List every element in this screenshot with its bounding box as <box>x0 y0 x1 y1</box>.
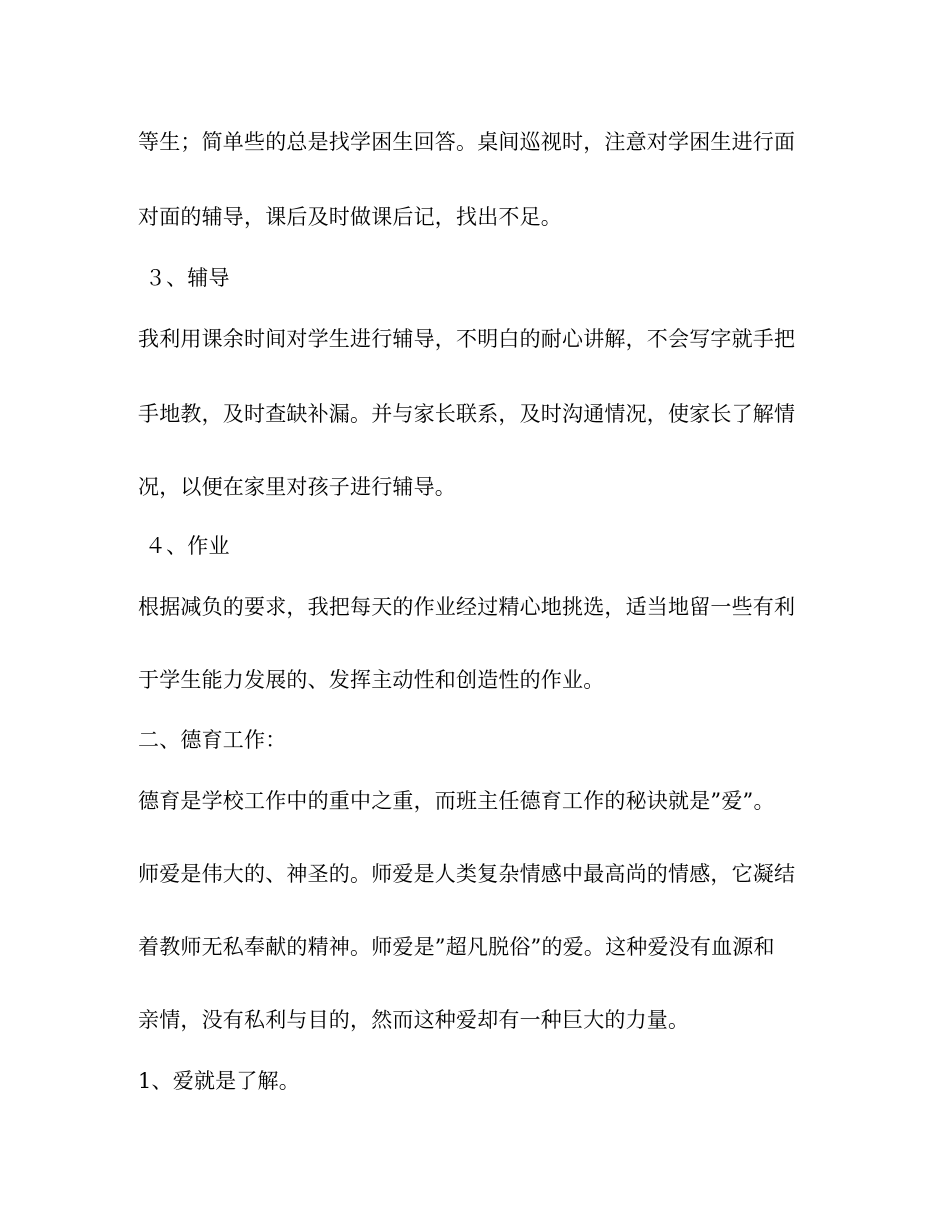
text-line: 况，以便在家里对孩子进行辅导。 <box>138 475 456 499</box>
text-line: 对面的辅导，课后及时做课后记，找出不足。 <box>138 205 562 229</box>
text-line: 等生；简单些的总是找学困生回答。桌间巡视时，注意对学困生进行面 <box>138 130 796 154</box>
section-heading: ４、作业 <box>138 534 230 558</box>
section-heading: 1、爱就是了解。 <box>138 1069 300 1093</box>
text-line: 我利用课余时间对学生进行辅导，不明白的耐心讲解，不会写字就手把 <box>138 327 796 351</box>
text-line: 于学生能力发展的、发挥主动性和创造性的作业。 <box>138 668 605 692</box>
text-line: 根据减负的要求，我把每天的作业经过精心地挑选，适当地留一些有利 <box>138 595 796 619</box>
text-line: 德育是学校工作中的重中之重，而班主任德育工作的秘诀就是”爱”。 <box>138 789 775 813</box>
text-line: 师爱是伟大的、神圣的。师爱是人类复杂情感中最高尚的情感，它凝结 <box>138 862 796 886</box>
text-line: 手地教，及时查缺补漏。并与家长联系，及时沟通情况，使家长了解情 <box>138 402 796 426</box>
section-heading: ３、辅导 <box>138 266 230 290</box>
text-line: 着教师无私奉献的精神。师爱是”超凡脱俗”的爱。这种爱没有血源和 <box>138 935 775 959</box>
section-heading: 二、德育工作： <box>138 728 287 752</box>
text-line: 亲情，没有私利与目的，然而这种爱却有一种巨大的力量。 <box>138 1008 690 1032</box>
